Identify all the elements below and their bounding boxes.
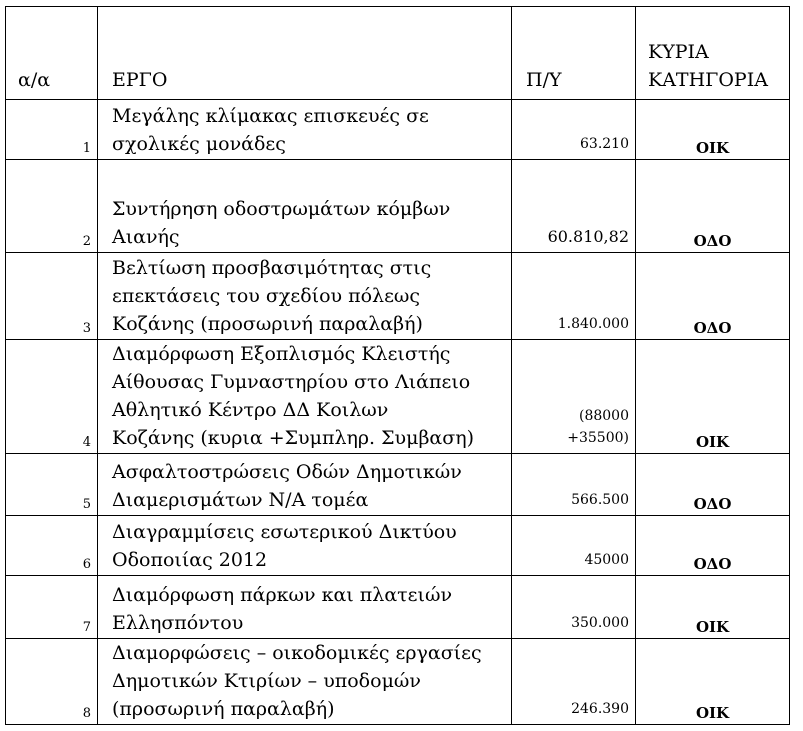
project-budget: (88000 +35500) bbox=[512, 340, 636, 454]
project-category: ΟΙΚ bbox=[636, 100, 790, 160]
project-category: ΟΔΟ bbox=[636, 160, 790, 253]
header-project: ΕΡΓΟ bbox=[98, 7, 512, 100]
table-row bbox=[6, 639, 790, 725]
project-name: Συντήρηση οδοστρωμάτων κόμβων Αιανής bbox=[98, 160, 512, 253]
project-category: ΟΙΚ bbox=[636, 639, 790, 725]
project-budget: 63.210 bbox=[512, 100, 636, 160]
table-row bbox=[6, 100, 790, 160]
project-budget: 350.000 bbox=[512, 576, 636, 639]
row-number: 4 bbox=[6, 340, 98, 454]
project-category: ΟΙΚ bbox=[636, 576, 790, 639]
row-number: 3 bbox=[6, 253, 98, 340]
project-budget: 45000 bbox=[512, 516, 636, 576]
project-category: ΟΙΚ bbox=[636, 340, 790, 454]
table-row bbox=[6, 253, 790, 340]
row-number: 5 bbox=[6, 454, 98, 516]
project-name: Διαγραμμίσεις εσωτερικού Δικτύου Οδοποιίας 2012 bbox=[98, 516, 512, 576]
project-budget: 60.810,82 bbox=[512, 160, 636, 253]
table-row bbox=[6, 454, 790, 516]
project-category: ΟΔΟ bbox=[636, 516, 790, 576]
table-row bbox=[6, 516, 790, 576]
table-row bbox=[6, 160, 790, 253]
project-budget: 246.390 bbox=[512, 639, 636, 725]
row-number: 8 bbox=[6, 639, 98, 725]
project-name: Βελτίωση προσβασιμότητας στις επεκτάσεις του σχεδίου πόλεως Κοζάνης (προσωρινή παραλαβή) bbox=[98, 253, 512, 340]
row-number: 1 bbox=[6, 100, 98, 160]
project-name: Ασφαλτοστρώσεις Οδών Δημοτικών Διαμερισμάτων Ν/Α τομέα bbox=[98, 454, 512, 516]
project-category: ΟΔΟ bbox=[636, 253, 790, 340]
project-budget: 566.500 bbox=[512, 454, 636, 516]
project-budget: 1.840.000 bbox=[512, 253, 636, 340]
table-row bbox=[6, 576, 790, 639]
project-name: Διαμόρφωση πάρκων και πλατειών Ελλησπόντου bbox=[98, 576, 512, 639]
project-name: Μεγάλης κλίμακας επισκευές σε σχολικές μονάδες bbox=[98, 100, 512, 160]
row-number: 7 bbox=[6, 576, 98, 639]
project-name: Διαμόρφωση Εξοπλισμός Κλειστής Αίθουσας Γυμναστηρίου στο Λιάπειο Αθλητικό Κέντρο ΔΔ Κοιλων Κοζάνης (κυρια +Συμπληρ. Συμβαση) bbox=[98, 340, 512, 454]
table-row bbox=[6, 340, 790, 454]
header-row bbox=[6, 7, 790, 100]
row-number: 6 bbox=[6, 516, 98, 576]
header-num: α/α bbox=[6, 7, 98, 100]
row-number: 2 bbox=[6, 160, 98, 253]
header-category: ΚΥΡΙΑ ΚΑΤΗΓΟΡΙΑ bbox=[636, 7, 790, 100]
project-category: ΟΔΟ bbox=[636, 454, 790, 516]
projects-table bbox=[5, 6, 790, 725]
header-budget: Π/Υ bbox=[512, 7, 636, 100]
project-name: Διαμορφώσεις – οικοδομικές εργασίες Δημοτικών Κτιρίων – υποδομών (προσωρινή παραλαβή) bbox=[98, 639, 512, 725]
